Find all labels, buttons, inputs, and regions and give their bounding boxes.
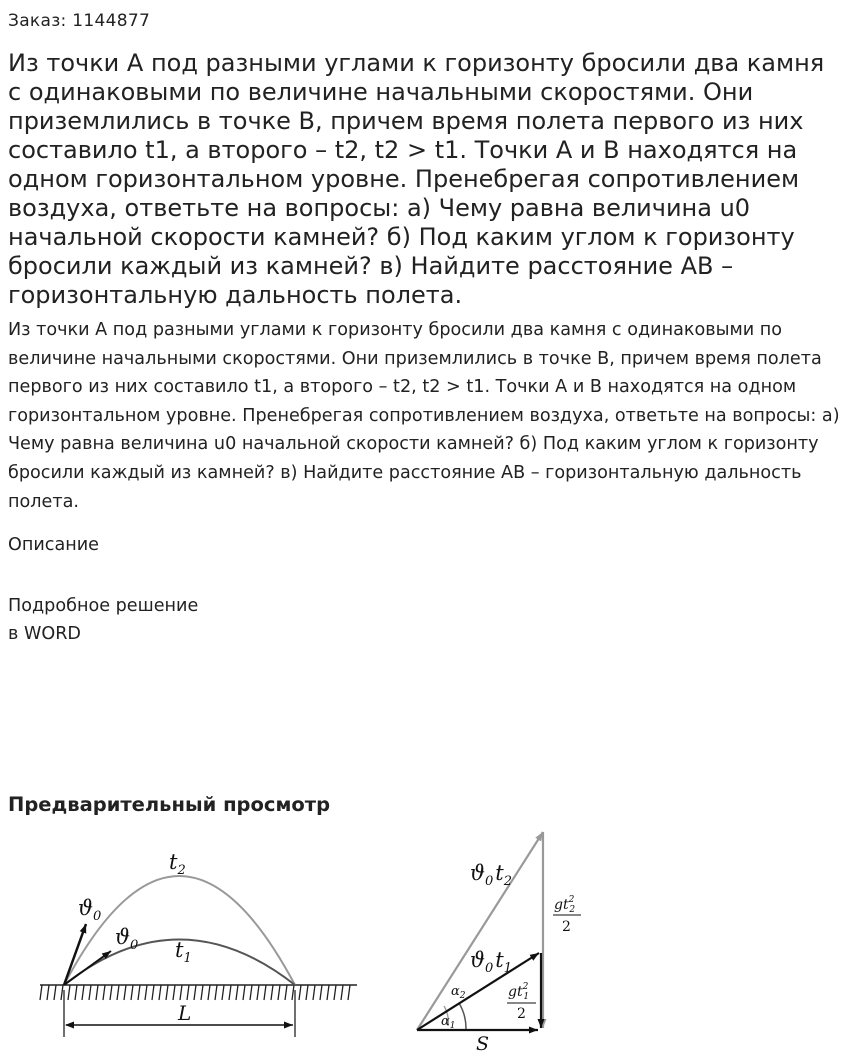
solution-format-line1: Подробное решение [8,596,199,616]
label-alpha2: $\alpha_2$ [451,984,466,1001]
label-gt2-squared-half [553,895,581,935]
preview-figure [0,820,847,1057]
label-v0-low: $ϑ_0$ [115,925,139,953]
ground-hatching [40,985,357,1000]
label-alpha1: $\alpha_1$ [441,1014,456,1031]
svg-text:gt22: $gt^2$ 2 [554,895,576,915]
problem-title: Из точки А под разными углами к горизонту бросили два камня с одинаковыми по величине начальными скоростями. Они приземлились в точке В, причем время полета первого из них составило t1, а второго – t2, t2 > t1. Точки А и В находятся на одном горизонтальном уровне. Пренебрегая сопротивлением воздуха, ответьте на вопросы: а) Чему равна величина u0 начальной скорости камней? б) Под каким углом к горизонту бросили каждый из камней? в) Найдите расстояние АВ – горизонтальную дальность полета. [8,49,825,309]
trajectory-diagram [40,850,357,1037]
label-v0t2: $ϑ_0t_2$ [470,861,513,889]
high-trajectory [64,876,295,985]
order-number: Заказ: 1144877 [8,11,151,31]
label-t1: $t_1$ [175,938,192,966]
label-t2: $t_2$ [169,850,186,878]
label-v0-high: $ϑ_0$ [78,896,102,924]
svg-text:2: 2 [517,1006,526,1022]
svg-text:2: 2 [562,919,571,935]
vector-triangle-diagram [417,832,581,1055]
preview-heading: Предварительный просмотр [8,793,331,816]
label-v0t1: $ϑ_0t_1$ [470,948,513,976]
solution-format-line2: в WORD [8,624,81,644]
svg-text:gt21: $gt^2$ 1 [508,982,530,1002]
label-gt1-squared-half [507,982,536,1022]
problem-body: Из точки А под разными углами к горизонту бросили два камня с одинаковыми по величине начальными скоростями. Они приземлились в точке В, причем время полета первого из них составило t1, а второго – t2, t2 > t1. Точки А и В находятся на одном горизонтальном уровне. Пренебрегая сопротивлением воздуха, ответьте на вопросы: а) Чему равна величина u0 начальной скорости камней? б) Под каким углом к горизонту бросили каждый из камней? в) Найдите расстояние АВ – горизонтальную дальность полета. [8,320,840,512]
label-S: S [476,1033,490,1055]
label-L: L [178,1001,192,1025]
description-label: Описание [8,535,100,555]
